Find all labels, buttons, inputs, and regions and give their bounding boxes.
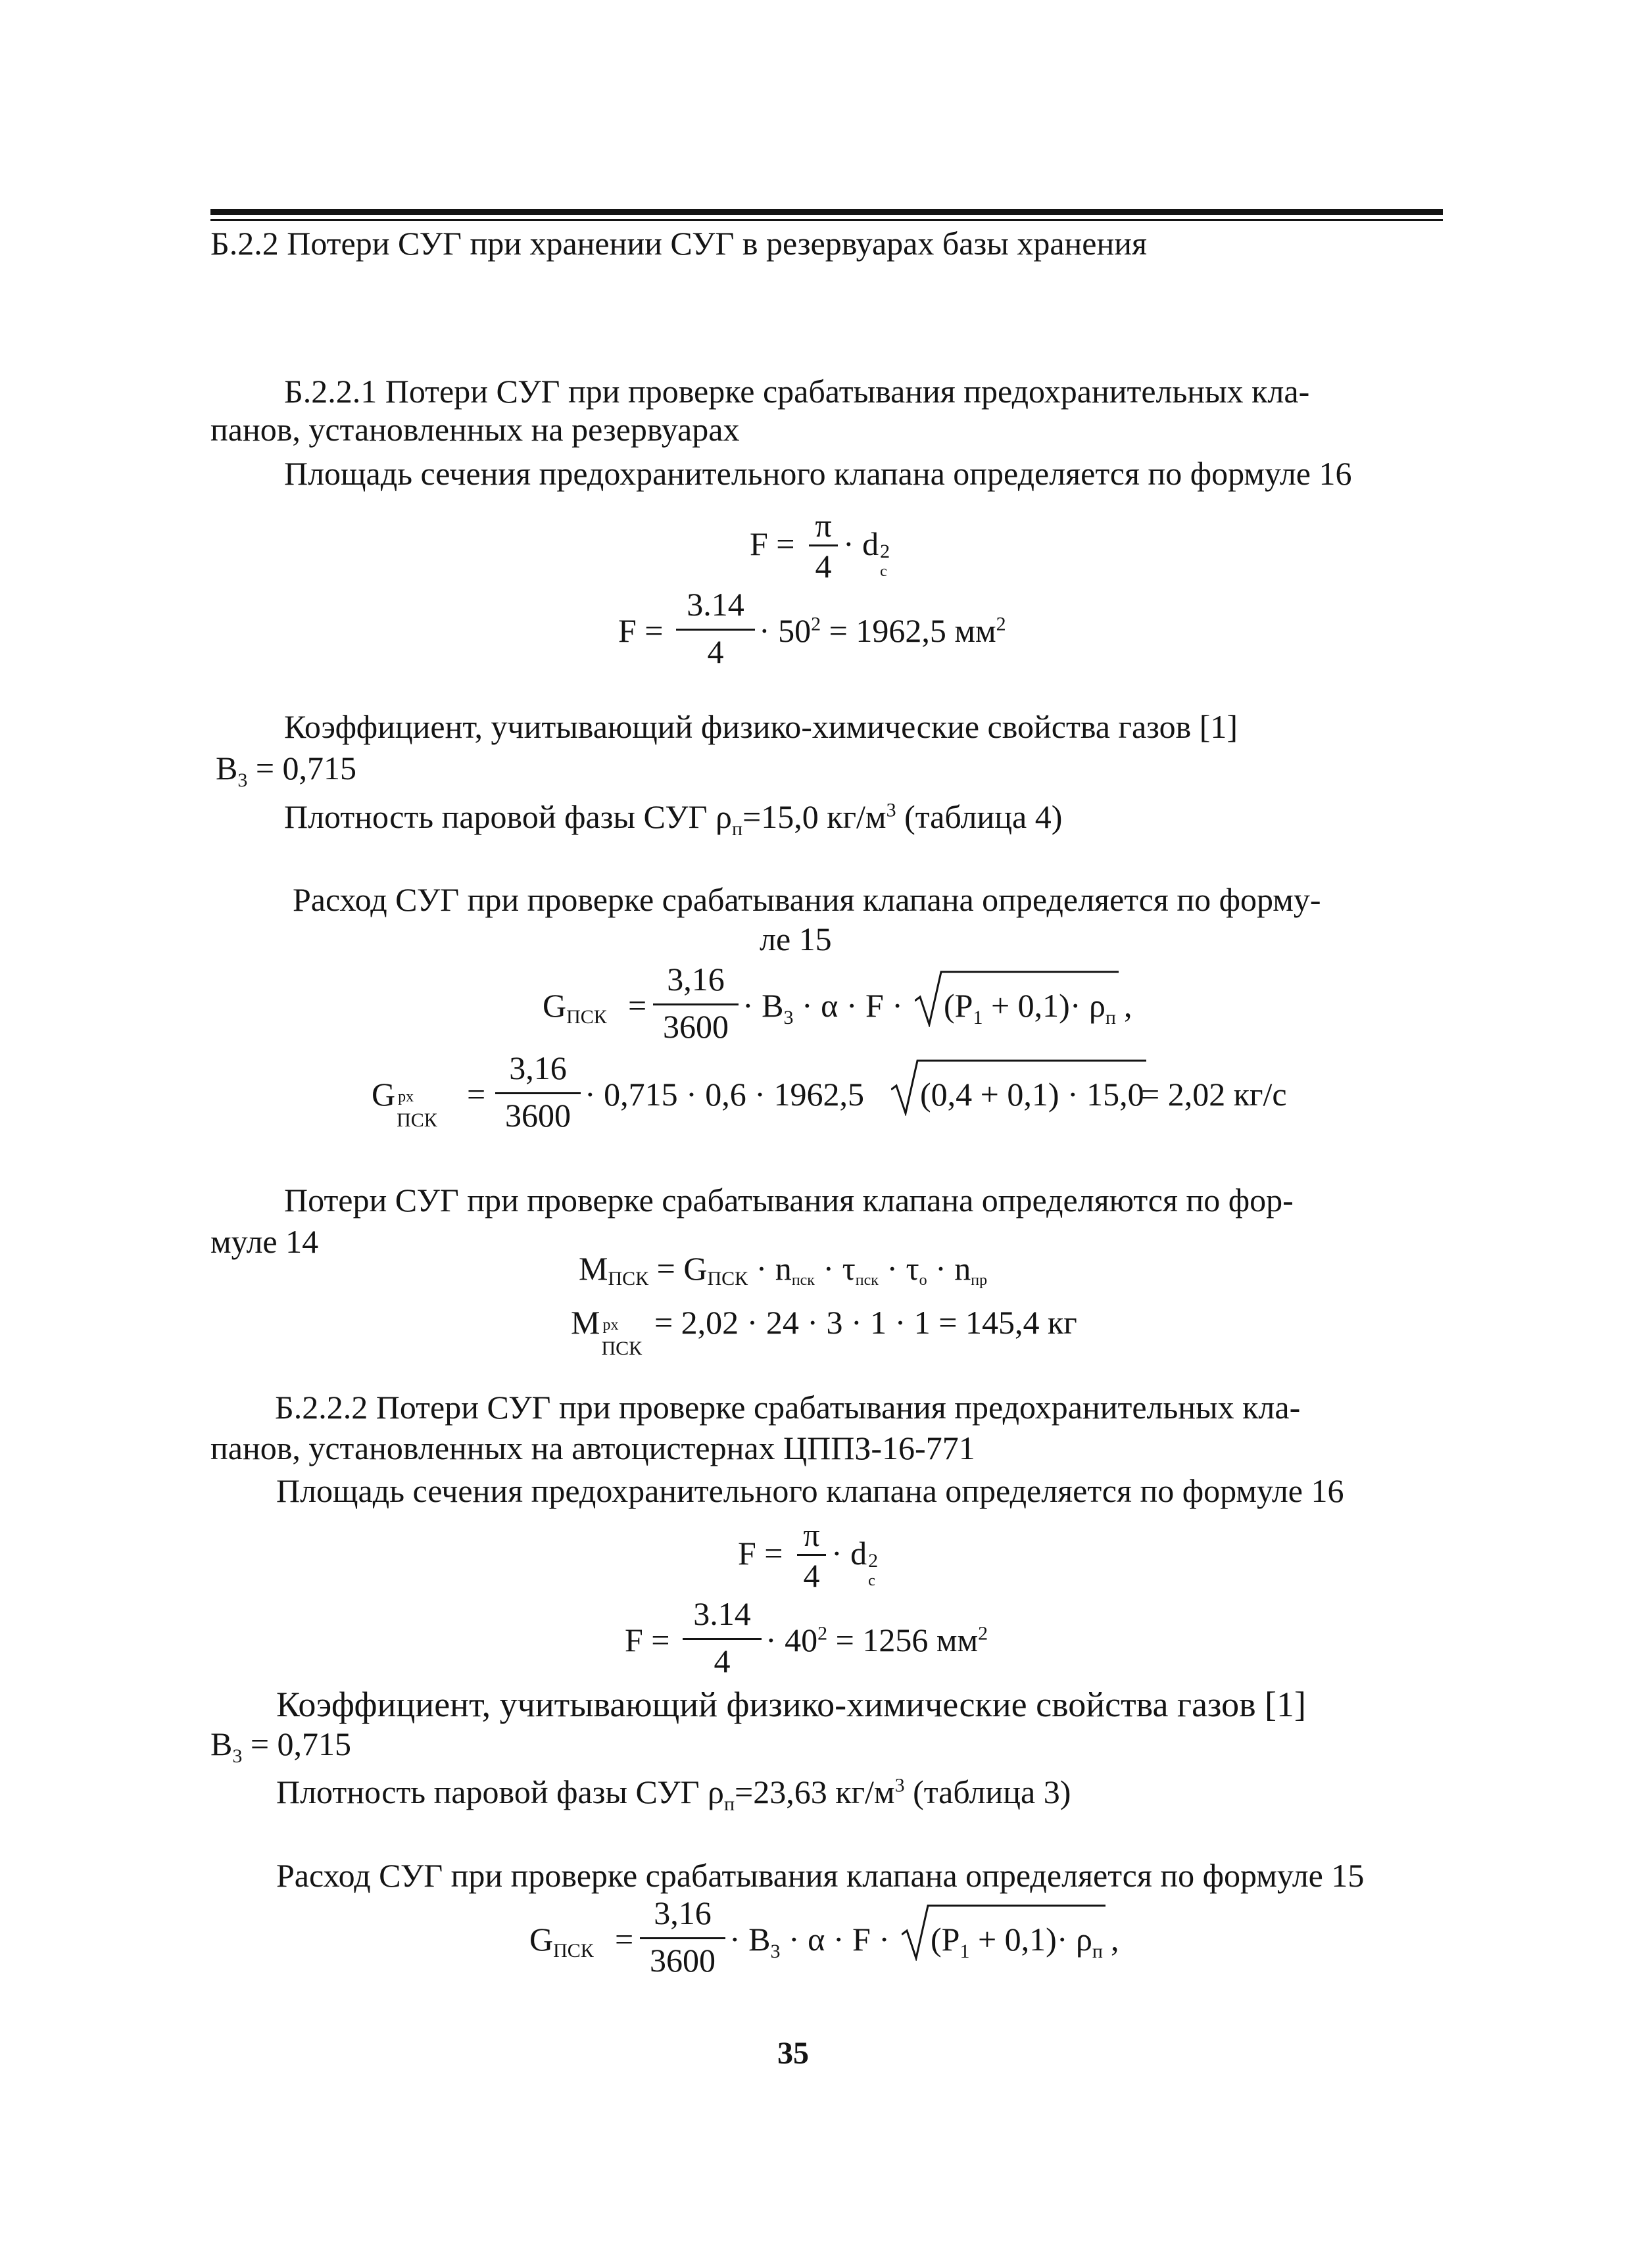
radicand: (0,4 + 0,1) · 15,0 [920, 1076, 1144, 1113]
fraction-bar [683, 1638, 762, 1640]
fraction-numerator: π [803, 1516, 820, 1553]
formula-lhs: G рх ПСК [372, 1076, 437, 1131]
fraction-denominator: 4 [714, 1643, 731, 1679]
formula-lhs: $G_{ПСК}$ [543, 987, 607, 1028]
subsection-1-title-line2: панов, установленных на резервуарах [210, 411, 740, 448]
formula-area-value-1 [618, 585, 1079, 677]
formula-middle: · $В_3 \cdot \alpha \cdot F$ · [729, 1921, 890, 1962]
equals-sign: = [615, 1921, 634, 1958]
formula-lhs: F = [625, 1622, 670, 1658]
fraction-bar [797, 1554, 826, 1556]
equals-sign: = [628, 987, 647, 1024]
loss-text-1-line1: Потери СУГ при проверке срабатывания клапана определяются по фор- [284, 1182, 1294, 1218]
formula-lhs: F = [618, 612, 664, 649]
formula-tail: · $50^2 = 1962,5$ $мм^2$ [759, 612, 1006, 649]
fraction-bar [653, 1003, 739, 1005]
formula-area-general-1 [750, 506, 894, 585]
flow-text-1-line2: ле 15 [760, 921, 832, 957]
formula-loss-general [579, 1249, 1092, 1295]
fraction-numerator: π [815, 507, 832, 544]
fraction [796, 1516, 827, 1594]
formula-lhs: F = [750, 525, 795, 562]
formula-area-general-2 [738, 1516, 883, 1595]
formula-flow-value-1 [372, 1049, 1286, 1144]
flow-text-2: Расход СУГ при проверке срабатывания клапана определяется по формуле 15 [276, 1857, 1365, 1894]
fraction-bar [809, 544, 838, 546]
equals-sign: = [467, 1076, 486, 1113]
coefficient-text-2: Коэффициент, учитывающий физико-химические свойства газов [1] [276, 1685, 1307, 1724]
coefficient-value-2: $В_3 = 0,715$ [210, 1725, 352, 1767]
fraction [653, 960, 739, 1045]
formula-tail: , [1111, 1921, 1119, 1958]
fraction-denominator: 3600 [650, 1942, 716, 1979]
fraction-bar [676, 629, 755, 631]
subsection-1-title-line1: Б.2.2.1 Потери СУГ при проверке срабатывания предохранительных кла- [284, 373, 1310, 410]
loss-text-1-line2: муле 14 [210, 1223, 319, 1260]
fraction-denominator: 3600 [505, 1097, 571, 1134]
fraction-denominator: 4 [707, 633, 724, 670]
fraction-denominator: 4 [815, 548, 832, 585]
formula-tail: · d 2 c [831, 1535, 879, 1589]
coefficient-text-1: Коэффициент, учитывающий физико-химические свойства газов [1] [284, 708, 1238, 745]
fraction [683, 1595, 762, 1679]
fraction-numerator: 3,16 [667, 961, 725, 998]
radicand: $(P_1 + 0,1)\cdot \rho_п$ [944, 987, 1116, 1028]
fraction-denominator: 3600 [663, 1008, 729, 1045]
density-line-2: Плотность паровой фазы СУГ $\rho_п=23,63$ $кг/м^3$ (таблица 3) [276, 1773, 1071, 1815]
fraction-bar [495, 1092, 581, 1094]
subsection-2-title-line2: панов, установленных на автоцистернах ЦППЗ-16-771 [210, 1430, 975, 1466]
fraction-numerator: 3,16 [509, 1050, 567, 1086]
fraction-numerator: 3.14 [693, 1595, 751, 1632]
coefficient-value-1: $В_3 = 0,715$ [216, 750, 357, 791]
formula-lhs: $G_{ПСК}$ [529, 1921, 594, 1962]
section-heading: Б.2.2 Потери СУГ при хранении СУГ в резервуарах базы хранения [210, 225, 1147, 262]
fraction [495, 1049, 581, 1134]
fraction-bar [640, 1937, 725, 1939]
fraction-denominator: 4 [803, 1557, 820, 1594]
header-rule-thick [210, 209, 1443, 215]
formula-loss-value [571, 1303, 1084, 1359]
fraction [808, 506, 839, 585]
page-number: 35 [777, 2036, 809, 2071]
fraction-numerator: 3.14 [687, 586, 744, 623]
formula-tail: , [1124, 987, 1132, 1024]
formula-text: МПСК = GПСК · nпск · τпск · τо · nпр [579, 1250, 988, 1290]
area-intro-1: Площадь сечения предохранительного клапана определяется по формуле 16 [284, 455, 1352, 492]
formula-tail: · d 2 c [843, 525, 890, 580]
header-rule-thin [210, 219, 1443, 221]
density-line-1: Плотность паровой фазы СУГ $\rho_п=15,0$ $кг/м^3$ (таблица 4) [284, 798, 1063, 840]
formula-middle: · 0,715 · 0,6 · 1962,5 [585, 1076, 864, 1113]
formula-tail: · $40^2 = 1256$ $мм^2$ [765, 1622, 988, 1658]
formula-text: М рх ПСК = 2,02 · 24 · 3 · 1 · 1 = 145,4 кг [571, 1304, 1077, 1359]
formula-flow-general-2 [529, 1894, 1121, 1989]
formula-area-value-2 [625, 1595, 1046, 1687]
radicand: $(P_1 + 0,1)\cdot \rho_п$ [931, 1921, 1103, 1962]
fraction [676, 585, 755, 670]
formula-result: = 2,02 кг/с [1141, 1076, 1287, 1113]
flow-text-1-line1: Расход СУГ при проверке срабатывания клапана определяется по форму- [293, 881, 1321, 918]
fraction-numerator: 3,16 [654, 1894, 712, 1931]
subsection-2-title-line1: Б.2.2.2 Потери СУГ при проверке срабатывания предохранительных кла- [275, 1389, 1301, 1426]
formula-middle: · $В_3 \cdot \alpha \cdot F$ · [742, 987, 903, 1028]
formula-flow-general-1 [543, 960, 1134, 1055]
formula-lhs: F = [738, 1535, 783, 1572]
area-intro-2: Площадь сечения предохранительного клапана определяется по формуле 16 [276, 1472, 1344, 1509]
fraction [640, 1894, 725, 1979]
